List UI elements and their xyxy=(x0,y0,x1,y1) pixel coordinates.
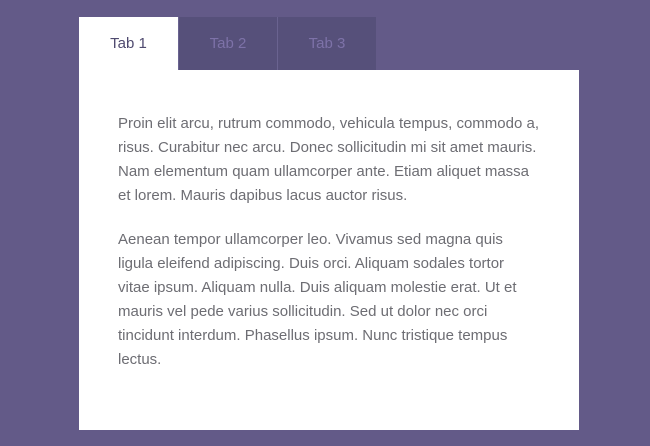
tabs-widget xyxy=(79,17,579,368)
tab-panel xyxy=(79,70,579,430)
tab-panel-paragraph-1: Proin elit arcu, rutrum commodo, vehicula tempus, commodo a, risus. Curabitur nec arcu. Donec sollicitudin mi sit amet mauris. Nam elementum quam ullamcorper ante. Etiam aliquet massa et lorem. Mauris dapibus lacus auctor risus. xyxy=(118,115,540,204)
tab-3[interactable]: Tab 3 xyxy=(277,17,376,70)
tab-1[interactable]: Tab 1 xyxy=(79,17,178,70)
tab-2[interactable]: Tab 2 xyxy=(178,17,277,70)
tab-panel-paragraph-2: Aenean tempor ullamcorper leo. Vivamus sed magna quis ligula eleifend adipiscing. Duis orci. Aliquam sodales tortor vitae ipsum. Aliquam nulla. Duis aliquam molestie erat. Ut et mauris vel pede varius sollicitudin. Sed ut dolor nec orci tincidunt interdum. Phasellus ipsum. Nunc tristique tempus lectus. xyxy=(118,231,517,368)
tab-bar xyxy=(79,17,579,70)
